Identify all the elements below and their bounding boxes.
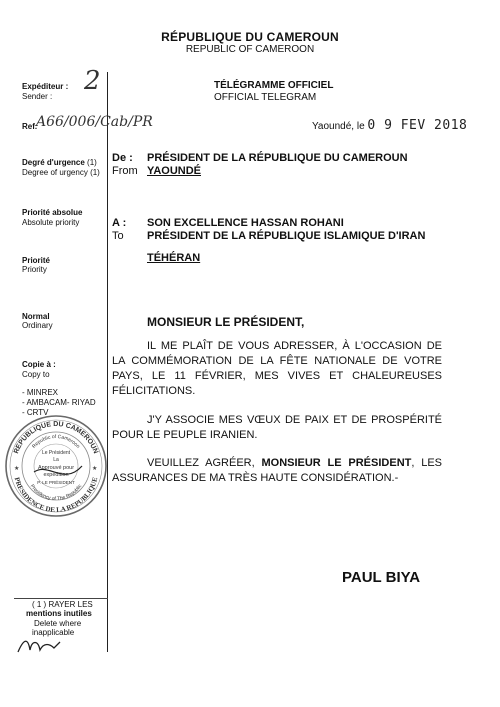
copy-to-en: Copy to bbox=[22, 370, 50, 379]
urgency-label-en bbox=[22, 168, 100, 177]
to-line3: TÉHÉRAN bbox=[147, 252, 201, 264]
copy-to-fr: Copie à : bbox=[22, 360, 56, 369]
sender-label-fr: Expéditeur : bbox=[22, 82, 69, 91]
telegram-title-fr: TÉLÉGRAMME OFFICIEL bbox=[214, 80, 334, 91]
stamp-center-line5: P. LE PRÉSIDENT bbox=[37, 480, 75, 485]
salutation: MONSIEUR LE PRÉSIDENT, bbox=[147, 315, 305, 329]
from-label-en: From bbox=[112, 165, 138, 177]
ref-label: Ref. bbox=[22, 122, 38, 131]
signature-name: PAUL BIYA bbox=[342, 569, 421, 586]
paragraph-3 bbox=[112, 456, 442, 486]
date-stamp: 0 9 FEV 2018 bbox=[367, 118, 468, 133]
country-name-fr: RÉPUBLIQUE DU CAMEROUN bbox=[161, 30, 339, 44]
stamp-star-left: ★ bbox=[14, 465, 20, 472]
from-line2: YAOUNDÉ bbox=[147, 165, 201, 177]
paragraph-2: J'Y ASSOCIE MES VŒUX DE PAIX ET DE PROSPÉRITÉ POUR LE PEUPLE IRANIEN. bbox=[112, 414, 442, 441]
stamp-center-line1: Le Président bbox=[41, 450, 71, 456]
stamp-center-line2: La bbox=[53, 457, 59, 463]
copy-recipient-crtv: - CRTV bbox=[22, 408, 49, 417]
priority-en: Priority bbox=[22, 265, 47, 274]
footnote-line2: mentions inutiles bbox=[26, 609, 92, 618]
urgency-en-note: (1) bbox=[90, 168, 100, 177]
footnote-line3: Delete where bbox=[34, 619, 82, 628]
urgency-en-text: Degree of urgency bbox=[22, 168, 88, 177]
urgency-fr-note: (1) bbox=[87, 158, 97, 167]
date-line bbox=[312, 118, 467, 133]
to-line1: SON EXCELLENCE HASSAN ROHANI bbox=[147, 217, 344, 229]
country-name-en: REPUBLIC OF CAMEROON bbox=[185, 44, 315, 55]
paraph-signature bbox=[14, 636, 64, 658]
official-seal-stamp bbox=[4, 414, 108, 518]
urgency-label-fr bbox=[22, 158, 97, 167]
stamp-outer-top: REPUBLIQUE DU CAMEROUN bbox=[13, 420, 99, 455]
footnote-line1: ( 1 ) RAYER LES bbox=[32, 600, 93, 609]
margin-rule bbox=[107, 72, 108, 652]
normal-en: Ordinary bbox=[22, 321, 53, 330]
stamp-center-line3: Approuvé pour bbox=[37, 465, 75, 471]
stamp-center-line4: expédition bbox=[43, 472, 69, 478]
priority-fr: Priorité bbox=[22, 256, 51, 265]
stamp-outer-bottom: PRESIDENCE DE LA REPUBLIQUE bbox=[12, 476, 100, 515]
from-label-fr: De : bbox=[112, 152, 133, 164]
footnote-line4: inapplicable bbox=[32, 628, 75, 637]
sender-label-en: Sender : bbox=[22, 92, 53, 101]
paragraph-3-start: VEUILLEZ AGRÉER, bbox=[147, 457, 262, 469]
copy-recipient-minrex: - MINREX bbox=[22, 388, 58, 397]
copy-recipient-ambacam: - AMBACAM- RIYAD bbox=[22, 398, 96, 407]
urgency-fr-text: Degré d'urgence bbox=[22, 158, 85, 167]
stamp-star-right: ★ bbox=[92, 465, 98, 472]
paragraph-3-title: MONSIEUR LE PRÉSIDENT bbox=[261, 457, 412, 469]
sender-initial: 2 bbox=[84, 66, 101, 96]
date-place: Yaoundé, le bbox=[312, 121, 365, 132]
stamp-inner-bottom: Presidency of The Republic bbox=[28, 483, 84, 503]
from-line1: PRÉSIDENT DE LA RÉPUBLIQUE DU CAMEROUN bbox=[147, 152, 408, 164]
telegram-title-en: OFFICIAL TELEGRAM bbox=[214, 92, 317, 103]
paragraph-1: IL ME PLAÎT DE VOUS ADRESSER, À L'OCCASION DE LA COMMÉMORATION DE LA FÊTE NATIONALE DE VOTRE PAYS, LE 11 FÉVRIER, MES VIVES ET CHALEUREUSES FÉLICITATIONS. bbox=[112, 340, 442, 397]
to-label-fr: A : bbox=[112, 217, 127, 229]
to-label-en: To bbox=[112, 230, 124, 242]
stamp-inner-top: Republic of Cameroon bbox=[31, 433, 81, 450]
absolute-priority-en: Absolute priority bbox=[22, 218, 80, 227]
footnote-rule bbox=[14, 598, 108, 599]
to-line2: PRÉSIDENT DE LA RÉPUBLIQUE ISLAMIQUE D'IRAN bbox=[147, 230, 426, 242]
svg-text:Presidency of The Republic bbox=[29, 483, 84, 502]
ref-number: A66/006/Cab/PR bbox=[36, 114, 153, 130]
paragraph-3-end: , LES ASSURANCES DE MA TRÈS HAUTE CONSIDÉRATION.- bbox=[112, 457, 443, 484]
absolute-priority-fr: Priorité absolue bbox=[22, 208, 83, 217]
normal-fr: Normal bbox=[22, 312, 50, 321]
